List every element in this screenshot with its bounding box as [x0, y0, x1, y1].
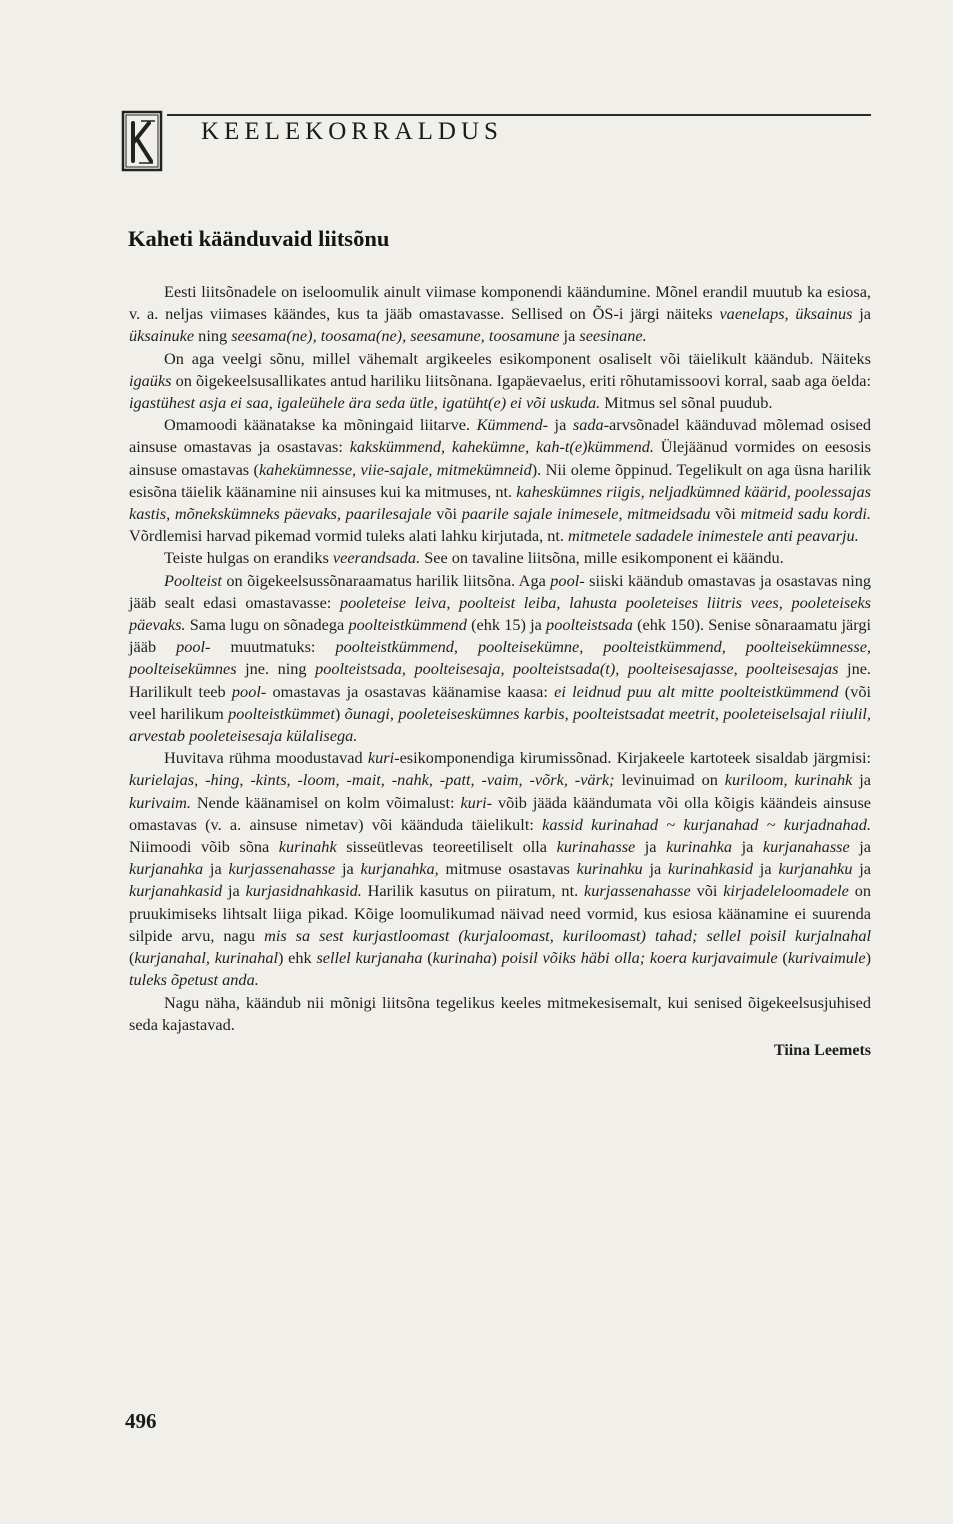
- paragraph: On aga veelgi sõnu, millel vähemalt argikeeles esikomponent osaliselt või täielikult käändub. Näiteks igaüks on õigekeelsusallikates antud hariliku liitsõnana. Igapäevaelus, eriti rõhutamissoovi korral, saab aga öelda: igastühest asja ei saa, igaleühele ära seda ütle, igatüht(e) ei või uskuda. Mitmus sel sõnal puudub.: [129, 348, 871, 413]
- article-body: [129, 281, 871, 1062]
- article-title: Kaheti käänduvaid liitsõnu: [128, 226, 390, 251]
- paragraph: Nagu näha, käändub nii mõnigi liitsõna tegelikus keeles mitmekesisemalt, kui senised õigekeelsusjuhised seda kajastavad.: [129, 992, 871, 1034]
- kk-monogram-icon: [121, 109, 165, 173]
- paragraph: Teiste hulgas on erandiks veerandsada. See on tavaline liitsõna, mille esikomponent ei käändu.: [164, 548, 784, 568]
- paragraph: Eesti liitsõnadele on iseloomulik ainult viimase komponendi käändumine. Mõnel erandil muutub ka esiosa, v. a. neljas viimases käändes, kus ta jääb omastavasse. Sellised on ÕS-i järgi näiteks vaenelaps, üksainus ja üksainuke ning seesama(ne), toosama(ne), seesamune, toosamune ja seesinane.: [129, 282, 871, 346]
- section-header: [121, 106, 871, 176]
- header-rule: [167, 114, 871, 116]
- author-name: Tiina Leemets: [773, 1041, 871, 1059]
- page-number: 496: [125, 1409, 157, 1433]
- paragraph: Poolteist on õigekeelsussõnaraamatus harilik liitsõna. Aga pool- siiski käändub omastavas ja osastavas ning jääb sealt edasi omastavasse: pooleteise leiva, poolteist leiba, lahusta pooleteises liitris vees, pooleteiseks päevaks. Sama lugu on sõnadega poolteistkümmend (ehk 15) ja poolteistsada (ehk 150). Senise sõnaraamatu järgi jääb pool- muutmatuks: poolteistkümmend, poolteisekümne, poolteistkümmend, poolteisekümnesse, poolteisekümnes jne. ning poolteistsada, poolteisesaja, poolteistsada(t), poolteisesajasse, poolteisesajas jne. Harilikult teeb pool- omastavas ja osastavas käänamise kaasa: ei leidnud puu alt mitte poolteistkümmend (või veel harilikum poolteistkümmet) õunagi, pooleteiseskümnes karbis, poolteistsadat meetrit, pooleteiselsajal riiulil, arvestab pooleteisesaja külalisega.: [129, 570, 872, 746]
- paragraph: Huvitava rühma moodustavad kuri-esikomponendiga kirumissõnad. Kirjakeele kartoteek sisaldab järgmisi: kurielajas, -hing, -kints, -loom, -mait, -nahk, -patt, -vaim, -võrk, -värk; levinuimad on kuriloom, kurinahk ja kurivaim. Nende käänamisel on kolm võimalust: kuri- võib jääda käändumata või olla kõigis käändeis ainsuse omastavas (v. a. ainsuse nimetav) või käänduda täielikult: kassid kurinahad ~ kurjanahad ~ kurjadnahad. Niimoodi võib sõna kurinahk sisseütlevas teoreetiliselt olla kurinahasse ja kurinahka ja kurjanahasse ja kurjanahka ja kurjassenahasse ja kurjanahka, mitmuse osastavas kurinahku ja kurinahkasid ja kurjanahku ja kurjanahkasid ja kurjasidnahkasid. Harilik kasutus on piiratum, nt. kurjassenahasse või kirjadeleloomadele on pruukimiseks lihtsalt liiga pikad. Kõige loomulikumad näivad need vormid, kus esiosa käänamine ei suurenda silpide arvu, nagu mis sa sest kurjastloomast (kurjaloomast, kuriloomast) tahad; sellel poisil kurjalnahal (kurjanahal, kurinahal) ehk sellel kurjanaha (kurinaha) poisil võiks häbi olla; koera kurjavaimule (kurivaimule) tuleks õpetust anda.: [129, 748, 872, 990]
- section-title: KEELEKORRALDUS: [201, 118, 503, 145]
- paragraph: Omamoodi käänatakse ka mõningaid liitarve. Kümmend- ja sada-arvsõnadel käänduvad mõlemad osised ainsuse omastavas ja osastavas: kakskümmend, kahekümne, kah-t(e)kümmend. Ülejäänud vormides on eesosis ainsuse omastavas (kahekümnesse, viie-sajale, mitmekümneid). Nii oleme õppinud. Tegelikult on aga üsna harilik esisõna täielik käänamine nii ainsuses kui ka mitmuses, nt. kaheskümnes riigis, neljadkümned käärid, poolessajas kastis, mõnekskümneks päevaks, paarilesajale või paarile sajale inimesele, mitmeidsadu või mitmeid sadu kordi. Võrdlemisi harvad pikemad vormid tuleks alati lahku kirjutada, nt. mitmetele sadadele inimestele anti peavarju.: [129, 415, 872, 546]
